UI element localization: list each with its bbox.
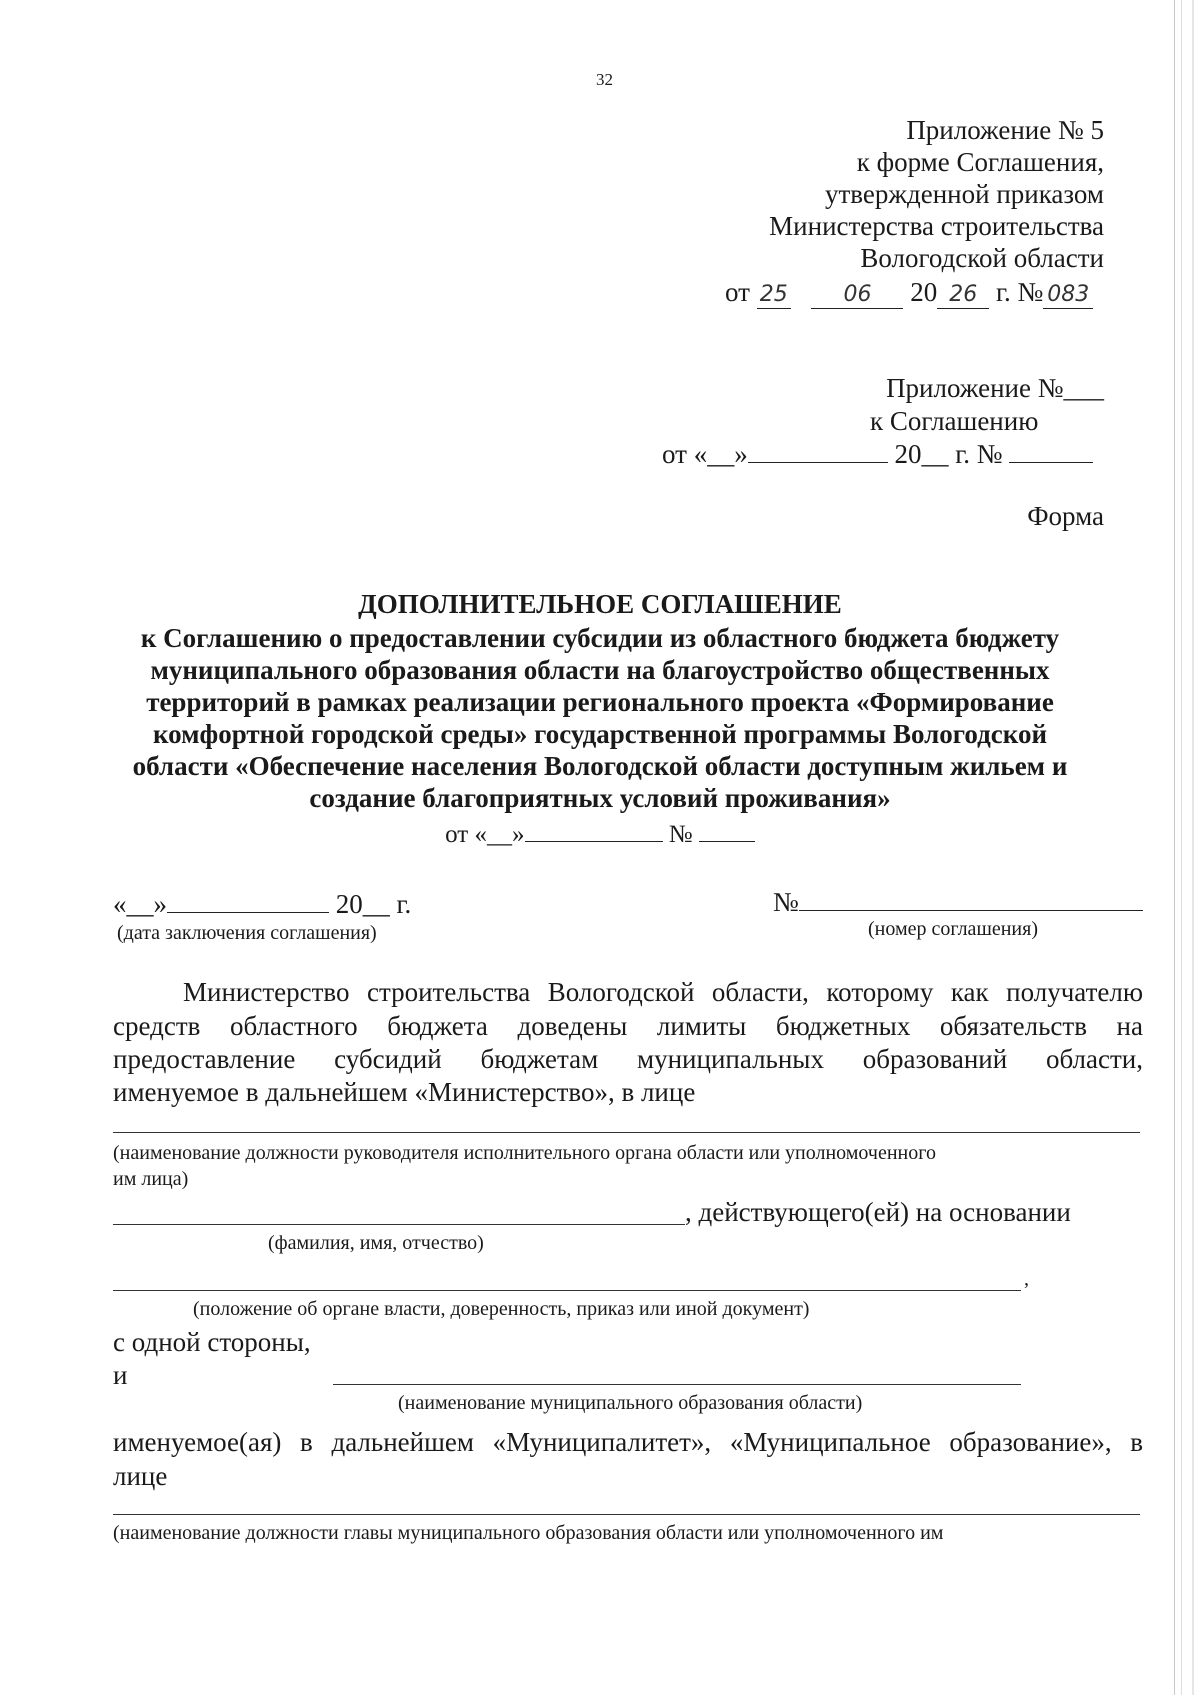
appendix5-line3: утвержденной приказом	[824, 179, 1104, 209]
position-line	[113, 1132, 1140, 1133]
page-number: 32	[596, 70, 613, 89]
para2-line2: лице	[113, 1461, 168, 1491]
acting-text: , действующего(ей) на основании	[685, 1197, 1071, 1227]
title-date-blank	[525, 817, 663, 842]
number-prefix: г. №	[995, 277, 1044, 307]
number-caption: (номер соглашения)	[868, 918, 1038, 940]
year-prefix: 20	[910, 277, 938, 307]
para2-line1: именуемое(ая) в дальнейшем «Муниципалитет», «Муниципальное образование», в	[113, 1427, 1143, 1457]
date-prefix: от	[725, 277, 750, 307]
agreement-date-blank	[167, 888, 329, 913]
agreement-number-blank	[1009, 438, 1093, 463]
appendix-agreement-date	[662, 438, 1093, 470]
handwritten-month: 06	[811, 282, 903, 309]
para1-line3: предоставление субсидий бюджетам муниципальных образований области,	[113, 1044, 1143, 1074]
title-number-prefix: №	[668, 821, 693, 848]
appendix5-date-line	[725, 276, 1093, 309]
document-caption: (положение об органе власти, доверенность, приказ или иной документ)	[193, 1298, 810, 1320]
and-text: и	[113, 1360, 128, 1390]
title-number-blank	[699, 817, 755, 842]
para1-line4: именуемое в дальнейшем «Министерство», в лице	[113, 1077, 696, 1107]
document-comma: ,	[1024, 1268, 1029, 1290]
position-caption: (наименование должности руководителя исполнительного органа области или уполномоченного	[113, 1142, 936, 1164]
head-position-line	[113, 1514, 1140, 1515]
agreement-date-year: 20__ г.	[335, 889, 412, 919]
para1-line2: средств областного бюджета доведены лимиты бюджетных обязательств на	[113, 1011, 1143, 1041]
title-line-2: муниципального образования области на благоустройство общественных	[150, 655, 1050, 685]
head-position-caption: (наименование должности главы муниципального образования области или уполномоченного им	[113, 1522, 944, 1544]
handwritten-year: 26	[937, 282, 989, 309]
agreement-number-line	[799, 886, 1143, 911]
one-side-text: с одной стороны,	[113, 1327, 311, 1357]
handwritten-number: 083	[1043, 282, 1093, 309]
title-date-line	[0, 817, 1200, 849]
title-line-5: области «Обеспечение населения Вологодской области доступным жильем и	[132, 751, 1068, 781]
agreement-month-blank	[748, 438, 888, 463]
title-line-3: территорий в рамках реализации регионального проекта «Формирование	[146, 687, 1054, 717]
appendix5-line4: Министерства строительства	[769, 211, 1104, 241]
agreement-date-quote: «__»	[113, 889, 167, 919]
appendix-agreement-line2: к Соглашению	[870, 406, 1039, 436]
municipality-line	[333, 1384, 1021, 1385]
date-caption: (дата заключения соглашения)	[117, 922, 377, 944]
appendix5-line1: Приложение № 5	[906, 115, 1104, 145]
appendix5-line5: Вологодской области	[860, 243, 1104, 273]
document-title: ДОПОЛНИТЕЛЬНОЕ СОГЛАШЕНИЕ	[358, 589, 842, 619]
agreement-number-field	[773, 886, 1143, 918]
appendix-agreement-line1: Приложение №___	[886, 373, 1104, 403]
fio-caption: (фамилия, имя, отчество)	[268, 1232, 484, 1254]
para1-line1: Министерство строительства Вологодской области, которому как получателю	[183, 977, 1143, 1007]
appendix5-line2: к форме Соглашения,	[856, 147, 1104, 177]
form-label: Форма	[1027, 501, 1104, 531]
title-line-4: комфортной городской среды» государственной программы Вологодской	[152, 719, 1048, 749]
agreement-date-field	[113, 888, 411, 920]
handwritten-day: 25	[757, 282, 791, 309]
agreement-year: 20__ г. №	[894, 439, 1003, 469]
municipality-caption: (наименование муниципального образования области)	[398, 1392, 863, 1414]
title-date-prefix: от «__»	[445, 821, 525, 848]
number-sign: №	[773, 887, 799, 917]
position-caption-2: им лица)	[113, 1168, 189, 1190]
title-line-6: создание благоприятных условий проживания»	[309, 783, 891, 813]
agreement-date-prefix: от «__»	[662, 439, 748, 469]
fio-line	[113, 1224, 685, 1225]
title-line-1: к Соглашению о предоставлении субсидии из областного бюджета бюджету	[140, 623, 1060, 653]
document-line	[113, 1290, 1021, 1291]
appendix5-block	[769, 114, 1104, 274]
